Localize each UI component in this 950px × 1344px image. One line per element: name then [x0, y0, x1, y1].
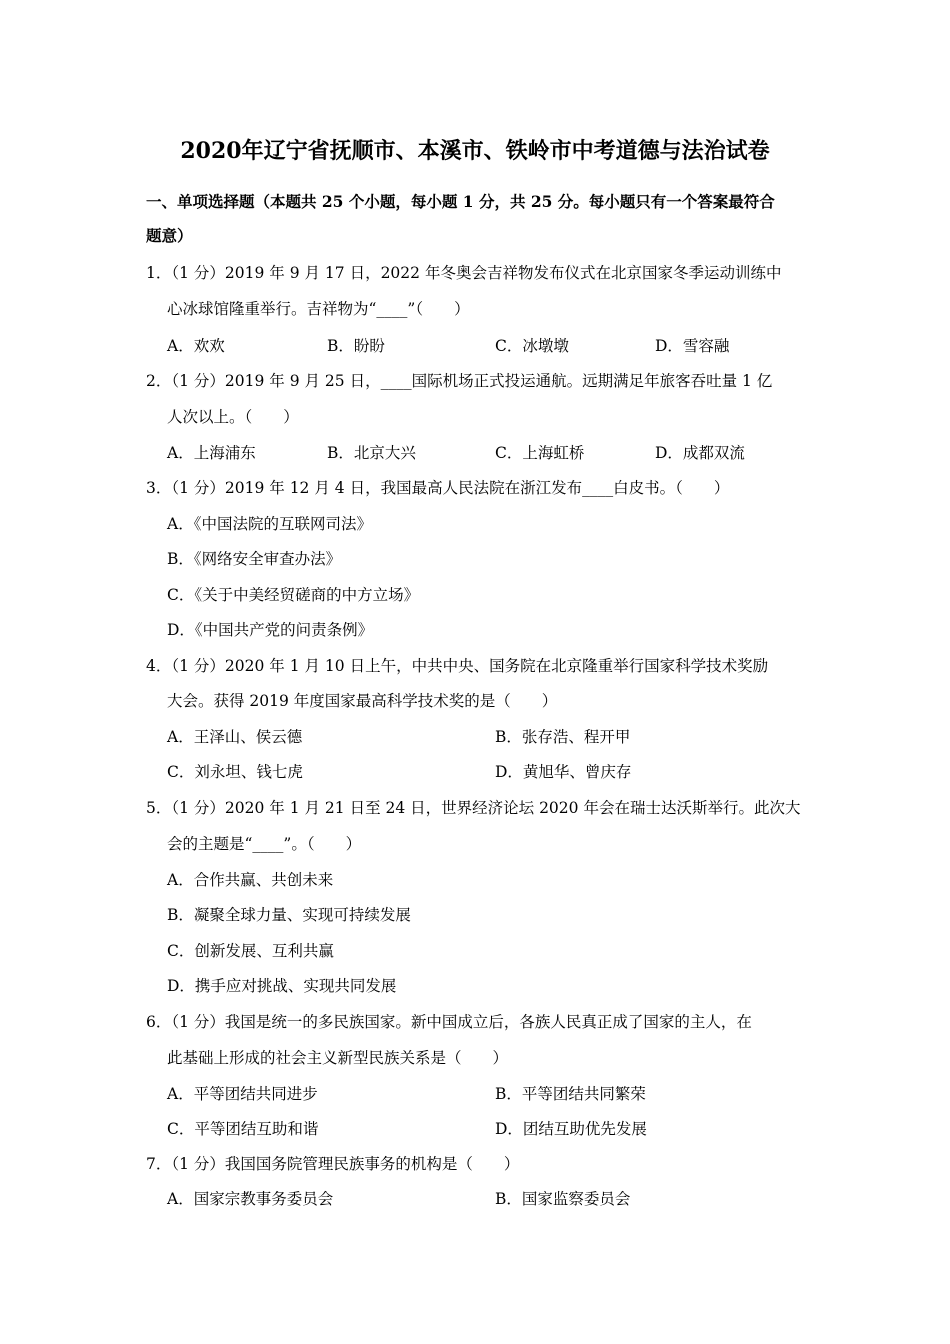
question-5-option-a[interactable]: A．合作共赢、共创未来: [167, 871, 334, 889]
question-6-option-b[interactable]: B．平等团结共同繁荣: [495, 1085, 646, 1103]
question-1-stem: 1．（1 分）2019 年 9 月 17 日，2022 年冬奥会吉祥物发布仪式在北京国家冬季运动训练中: [146, 264, 782, 282]
question-4-option-d[interactable]: D．黄旭华、曾庆存: [495, 763, 632, 781]
question-2-option-d[interactable]: D．成都双流: [655, 444, 745, 462]
question-6-stem: 6．（1 分）我国是统一的多民族国家。新中国成立后，各族人民真正成了国家的主人，在: [146, 1013, 752, 1031]
question-4-option-a[interactable]: A．王泽山、侯云德: [167, 728, 303, 746]
question-2-option-b[interactable]: B．北京大兴: [327, 444, 416, 462]
question-6-stem-cont: 此基础上形成的社会主义新型民族关系是（ ）: [167, 1049, 509, 1067]
question-7-stem: 7．（1 分）我国国务院管理民族事务的机构是（ ）: [146, 1155, 520, 1173]
question-7-option-a[interactable]: A．国家宗教事务委员会: [167, 1190, 334, 1208]
question-3-stem: 3．（1 分）2019 年 12 月 4 日，我国最高人民法院在浙江发布____白皮书。（ ）: [146, 479, 730, 497]
page-title: 2020年辽宁省抚顺市、本溪市、铁岭市中考道德与法治试卷: [180, 138, 770, 164]
question-7-option-b[interactable]: B．国家监察委员会: [495, 1190, 631, 1208]
question-5-option-d[interactable]: D．携手应对挑战、实现共同发展: [167, 977, 397, 995]
section-heading-line1: 一、单项选择题（本题共 25 个小题，每小题 1 分，共 25 分。每小题只有一个答案最符合: [146, 192, 775, 211]
question-2-option-c[interactable]: C．上海虹桥: [495, 444, 585, 462]
question-4-stem-cont: 大会。获得 2019 年度国家最高科学技术奖的是（ ）: [167, 692, 558, 710]
question-6-option-d[interactable]: D．团结互助优先发展: [495, 1120, 647, 1138]
question-4-stem: 4．（1 分）2020 年 1 月 10 日上午，中共中央、国务院在北京隆重举行国家科学技术奖励: [146, 657, 769, 675]
question-3-option-d[interactable]: D．《中国共产党的问责条例》: [167, 621, 374, 639]
section-heading: [146, 185, 826, 253]
question-6-option-a[interactable]: A．平等团结共同进步: [167, 1085, 318, 1103]
question-1-option-b[interactable]: B．盼盼: [327, 337, 385, 355]
question-2-stem-cont: 人次以上。（ ）: [167, 408, 299, 426]
question-5-stem-cont: 会的主题是“____”。（ ）: [167, 835, 362, 853]
question-1-option-a[interactable]: A．欢欢: [167, 337, 225, 355]
question-4-option-b[interactable]: B．张存浩、程开甲: [495, 728, 631, 746]
question-3-option-b[interactable]: B．《网络安全审查办法》: [167, 550, 342, 568]
question-4-option-c[interactable]: C．刘永坦、钱七虎: [167, 763, 303, 781]
section-heading-line2: 题意）: [146, 226, 193, 245]
question-3-option-c[interactable]: C．《关于中美经贸磋商的中方立场》: [167, 586, 420, 604]
question-3-option-a[interactable]: A．《中国法院的互联网司法》: [167, 515, 372, 533]
question-1-option-c[interactable]: C．冰墩墩: [495, 337, 569, 355]
question-1-option-d[interactable]: D．雪容融: [655, 337, 730, 355]
question-2-option-a[interactable]: A．上海浦东: [167, 444, 256, 462]
question-6-option-c[interactable]: C．平等团结互助和谐: [167, 1120, 319, 1138]
question-5-option-b[interactable]: B．凝聚全球力量、实现可持续发展: [167, 906, 411, 924]
question-1-stem-cont: 心冰球馆隆重举行。吉祥物为“____”（ ）: [167, 300, 470, 318]
question-2-stem: 2．（1 分）2019 年 9 月 25 日，____国际机场正式投运通航。远期满足年旅客吞吐量 1 亿: [146, 372, 773, 390]
question-5-stem: 5．（1 分）2020 年 1 月 21 日至 24 日，世界经济论坛 2020 年会在瑞士达沃斯举行。此次大: [146, 799, 801, 817]
question-5-option-c[interactable]: C．创新发展、互利共赢: [167, 942, 334, 960]
